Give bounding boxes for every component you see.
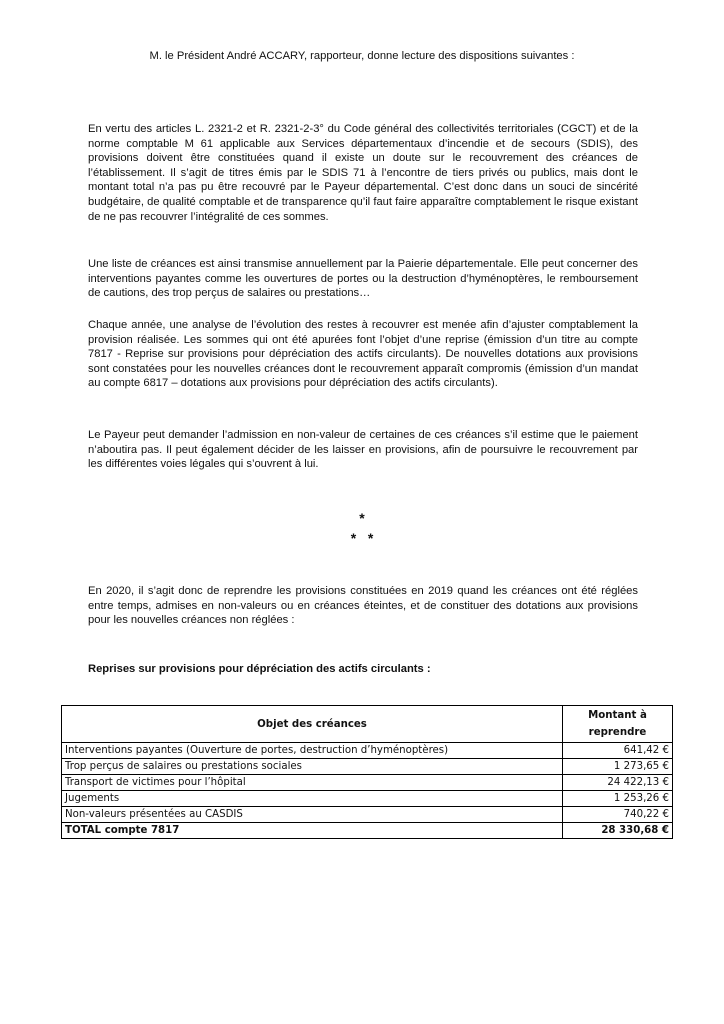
table-row [62, 743, 673, 759]
separator-stars-bottom: * * [350, 530, 374, 546]
row-label: Trop perçus de salaires ou prestations sociales [62, 759, 563, 775]
paragraph-annual-analysis: Chaque année, une analyse de l’évolution des restes à recouvrer est menée afin d’ajuster comptablement la provision réalisée. Les sommes qui ont été apurées font l’objet d’une reprise (émission d’un titre au compte 7817 - Reprise sur provisions pour dépréciation des actifs circulants). De nouvelles dotations aux provisions sont constatées pour les nouvelles créances dont le recouvrement apparaît compromis (émission d’un mandat au compte 6817 – dotations aux provisions pour dépréciation des actifs circulants). [88, 319, 638, 390]
row-label: Transport de victimes pour l’hôpital [62, 775, 563, 791]
section-heading: Reprises sur provisions pour dépréciation des actifs circulants : [88, 663, 431, 675]
paragraph-payeur: Le Payeur peut demander l’admission en non-valeur de certaines de ces créances s’il estime que le paiement n’aboutira pas. Il peut également décider de les laisser en provisions, afin de poursuivre le recouvrement par les différentes voies légales qui s’ouvrent à lui. [88, 429, 638, 471]
row-label: Jugements [62, 791, 563, 807]
total-amount: 28 330,68 € [563, 823, 673, 839]
row-amount: 1 253,26 € [563, 791, 673, 807]
row-amount: 641,42 € [563, 743, 673, 759]
table-row [62, 775, 673, 791]
table-header-row [62, 706, 673, 743]
paragraph-claims-list: Une liste de créances est ainsi transmise annuellement par la Paierie départementale. Elle peut concerner des interventions payantes comme les ouvertures de portes ou la destruction d’hyménoptères, le remboursement de cautions, des trop perçus de salaires ou prestations… [88, 258, 638, 300]
table-row [62, 791, 673, 807]
table-total-row [62, 823, 673, 839]
header-amount: Montant à reprendre [563, 706, 673, 743]
row-amount: 740,22 € [563, 807, 673, 823]
paragraph-legal-basis: En vertu des articles L. 2321-2 et R. 2321-2-3° du Code général des collectivités territoriales (CGCT) et de la norme comptable M 61 applicable aux Services départementaux d’incendie et de secours (SDIS), des provisions doivent être constituées quand il existe un doute sur le recouvrement des créances de l’établissement. Il s’agit de titres émis par le SDIS 71 à l’encontre de tiers privés ou publics, mais dont le montant total n’a pas pu être recouvré par le Payeur départemental. C’est donc dans un souci de sincérité budgétaire, de qualité comptable et de transparence qu’il faut faire apparaître comptablement le risque existant de ne pas recouvrer l’intégralité de ces sommes. [88, 123, 638, 223]
paragraph-2020: En 2020, il s’agit donc de reprendre les provisions constituées en 2019 quand les créances ont été réglées entre temps, admises en non-valeurs ou en créances éteintes, et de constituer des dotations aux provisions pour les nouvelles créances non réglées : [88, 585, 638, 627]
row-label: Interventions payantes (Ouverture de portes, destruction d’hyménoptères) [62, 743, 563, 759]
table-row [62, 807, 673, 823]
table-row [62, 759, 673, 775]
row-label: Non-valeurs présentées au CASDIS [62, 807, 563, 823]
total-label: TOTAL compte 7817 [62, 823, 563, 839]
row-amount: 1 273,65 € [563, 759, 673, 775]
intro-line: M. le Président André ACCARY, rapporteur, donne lecture des dispositions suivantes : [149, 50, 575, 62]
provisions-table [61, 705, 673, 839]
separator-star-top: * [359, 510, 365, 526]
row-amount: 24 422,13 € [563, 775, 673, 791]
header-object: Objet des créances [62, 706, 563, 743]
